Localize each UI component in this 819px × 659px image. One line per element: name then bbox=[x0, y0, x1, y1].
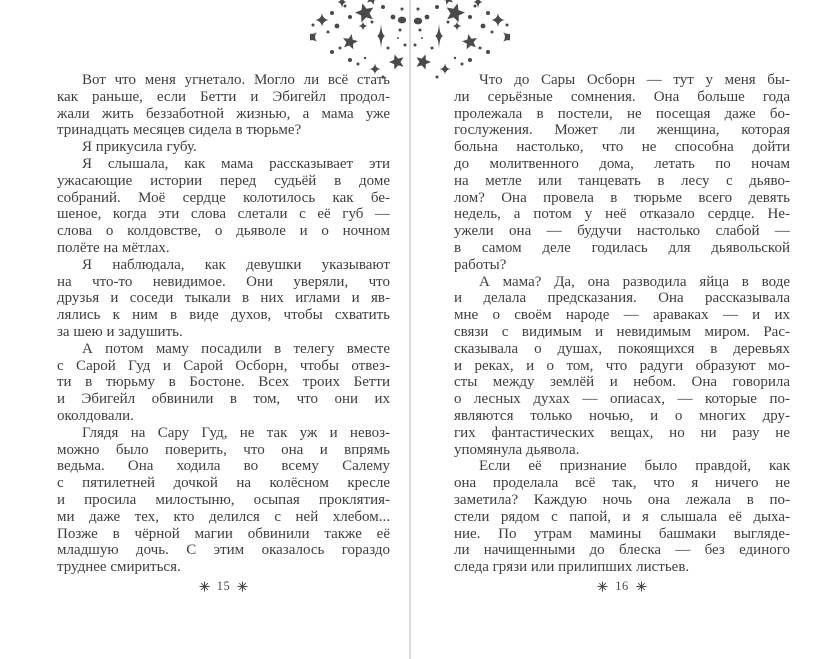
text-line: следа грязи или прилипших листьев. bbox=[454, 559, 690, 576]
text-line: А мама? Да, она разводила яйца в воде bbox=[479, 273, 790, 290]
text-line: собраний. Моё сердце колотилось как бе- bbox=[57, 189, 390, 206]
text-line: связи с видимым и невидимым миром. Рас- bbox=[454, 323, 790, 340]
text-line: лом? Она провела в тюрьме всего девять bbox=[454, 189, 790, 206]
eight-spoke-star-icon bbox=[597, 581, 608, 592]
text-line: гослужения. Может ли женщина, которая bbox=[454, 122, 790, 139]
text-line: Я наблюдала, как девушки указывают bbox=[82, 256, 390, 273]
text-line: Я прикусила губу. bbox=[82, 139, 197, 156]
text-line: ми даже тех, кто делился с ней хлебом... bbox=[57, 508, 390, 525]
text-line: как раньше, если Бетти и Эбигейл продол- bbox=[57, 88, 390, 105]
text-line: ужели она — будучи настолько слабой — bbox=[454, 223, 790, 240]
text-line: околдовали. bbox=[57, 407, 134, 424]
text-line: упомянула дьявола. bbox=[454, 441, 580, 458]
text-line: полёте на мётлах. bbox=[57, 239, 170, 256]
text-line: Что до Сары Осборн — тут у меня бы- bbox=[479, 72, 790, 88]
text-line: труднее смириться. bbox=[57, 559, 181, 576]
text-line: и просила милостыню, осыпая проклятия- bbox=[57, 491, 390, 508]
text-line: шеное, когда эти слова слетали с её губ — bbox=[57, 206, 390, 223]
text-line: на метле или танцевать в лесу с дьяво- bbox=[454, 172, 790, 189]
text-line: ти в тюрьму в Бостоне. Всех троих Бетти bbox=[57, 374, 390, 391]
text-line: ли серьёзные сомнения. Она больше года bbox=[454, 88, 790, 105]
text-line: с пятилетней дочкой на колёсном кресле bbox=[57, 475, 390, 492]
text-line: Если её признание было правдой, как bbox=[479, 458, 790, 475]
text-line: и делала предсказания. Она рассказывала bbox=[454, 290, 790, 307]
text-line: с Сарой Гуд и Сарой Осборн, чтобы отвез- bbox=[57, 357, 390, 374]
text-line: о лесных духах — опиасах, — которые по- bbox=[454, 391, 790, 408]
eight-spoke-star-icon bbox=[237, 581, 248, 592]
text-line: являются только ночью, и о многих дру- bbox=[454, 407, 790, 424]
text-line: можно было поверить, что она и впрямь bbox=[57, 441, 390, 458]
text-line: стели рядом с папой, и я слышала её дыха- bbox=[454, 508, 790, 525]
text-line: недель, а потом у неё отказало сердце. Не- bbox=[454, 206, 790, 223]
text-line: ужасающие истории перед судьёй в доме bbox=[57, 172, 390, 189]
eight-spoke-star-icon bbox=[636, 581, 647, 592]
text-line: сказывала о душах, покоящихся в деревьях bbox=[454, 340, 790, 357]
page-right-footer bbox=[454, 579, 790, 594]
page-right bbox=[454, 72, 790, 594]
text-line: жали жить беззаботной жизнью, а мама уже bbox=[57, 105, 390, 122]
text-line: за шею и задушить. bbox=[57, 323, 183, 340]
page-left bbox=[57, 72, 390, 594]
text-line: друзья и соседи тыкали в них иглами и яв- bbox=[57, 290, 390, 307]
star-cluster-icon bbox=[310, 0, 510, 80]
text-line: А потом маму посадили в телегу вместе bbox=[82, 340, 390, 357]
page-left-footer bbox=[57, 579, 390, 594]
text-line: и реках, и о том, что радуги образуют мо- bbox=[454, 357, 790, 374]
page-number: 16 bbox=[615, 578, 629, 593]
text-line: слова о колдовстве, о дьяволе и о ночном bbox=[57, 223, 390, 240]
text-line: младшую дочь. С этим оказалось гораздо bbox=[57, 542, 390, 559]
text-line: она проделала всё так, что я ничего не bbox=[454, 475, 790, 492]
page-left-text bbox=[57, 72, 390, 576]
text-line: тринадцать месяцев сидела в тюрьме? bbox=[57, 122, 302, 139]
text-line: и Эбигейл обвинили в том, что они их bbox=[57, 391, 390, 408]
text-line: в самом деле годилась для дьявольской bbox=[454, 239, 790, 256]
text-line: мне о своём народе — араваках — и их bbox=[454, 307, 790, 324]
text-line: Позже в чёрной магии обвинили также её bbox=[57, 525, 390, 542]
text-line: на что-то невидимое. Они уверяли, что bbox=[57, 273, 390, 290]
text-line: работы? bbox=[454, 256, 507, 273]
page-right-text bbox=[454, 72, 790, 576]
text-line: больна настолько, что не способна дойти bbox=[454, 139, 790, 156]
text-line: гих фантастических вещах, но ни разу не bbox=[454, 424, 790, 441]
text-line: заметила? Каждую ночь она лежала в по- bbox=[454, 491, 790, 508]
text-line: Я слышала, как мама рассказывает эти bbox=[82, 155, 390, 172]
text-line: ли начищенными до блеска — без единого bbox=[454, 542, 790, 559]
text-line: до молитвенного дома, летать по ночам bbox=[454, 155, 790, 172]
text-line: лялись к ним в виде духов, чтобы схватить bbox=[57, 307, 390, 324]
eight-spoke-star-icon bbox=[199, 581, 210, 592]
page-divider bbox=[409, 0, 411, 659]
text-line: ние. По утрам мамины башмаки выгляде- bbox=[454, 525, 790, 542]
text-line: Глядя на Сару Гуд, не так уж и невоз- bbox=[82, 424, 390, 441]
text-line: Вот что меня угнетало. Могло ли всё стать bbox=[82, 72, 390, 88]
text-line: пролежала в постели, не посещая даже бо- bbox=[454, 105, 790, 122]
page-number: 15 bbox=[216, 578, 231, 593]
text-line: ведьма. Она ходила во всему Салему bbox=[57, 458, 390, 475]
text-line: сты между землёй и небом. Она говорила bbox=[454, 374, 790, 391]
